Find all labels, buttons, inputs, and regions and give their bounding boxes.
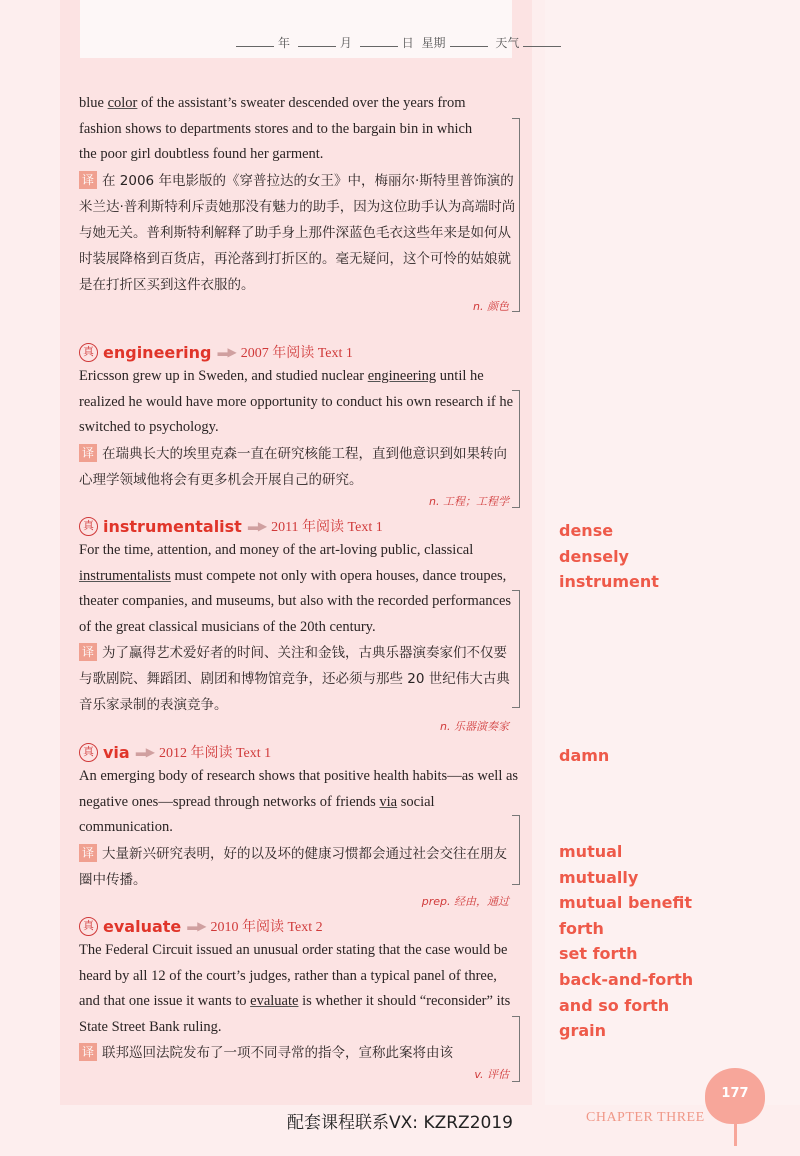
example-sentence: The Federal Circuit issued an unusual order stating that the case would be heard by all 12 of the court’s judges, rather than a typical panel of three, and that one issue it wants to evaluate is whether it should “reconsider” its State Street Bank ruling.	[79, 942, 511, 1035]
blank-line	[360, 37, 398, 47]
bracket-line	[512, 1016, 520, 1082]
example-line: fashion shows to departments stores and to the bargain bin in which	[79, 120, 473, 137]
source-ref: 2010 年阅读 Text 2	[210, 920, 323, 935]
related-word: back-and-forth	[559, 969, 694, 989]
related-words-group-2	[559, 743, 609, 769]
translation-text: 在瑞典长大的埃里克森一直在研究核能工程，直到他意识到如果转向心理学领域他将会有更多机会开展自己的研究。	[79, 445, 507, 488]
part-of-speech: n. 工程；工程学	[429, 494, 509, 508]
part-of-speech: n. 颜色	[473, 299, 509, 313]
arrow-icon: ▬▶	[135, 744, 153, 759]
blank-line	[236, 37, 274, 47]
example-sentence: Ericsson grew up in Sweden, and studied nuclear engineering until he realized he would have more opportunity to conduct his own research if he switched to psychology.	[79, 368, 514, 435]
related-word: set forth	[559, 944, 638, 964]
page-number: 177	[705, 1068, 765, 1124]
bracket-line	[512, 590, 520, 708]
translation-text: 联邦巡回法院发布了一项不同寻常的指令，宣称此案将由该	[102, 1045, 453, 1061]
related-word: and so forth	[559, 995, 670, 1015]
related-words-group-1	[559, 518, 659, 595]
translation-text: 在 2006 年电影版的《穿普拉达的女王》中，梅丽尔·斯特里普饰演的米兰达·普利斯特利斥责她那没有魅力的助手，因为这位助手认为高端时尚与她无关。普利斯特利解释了助手身上那件深蓝色毛衣这些年来是如何从时装展降格到百货店，再沦落到打折区的。毫无疑问，这个可怜的姑娘就是在打折区买到这件衣服的。	[79, 172, 516, 293]
bracket-line	[512, 815, 520, 885]
headword: via	[103, 742, 130, 762]
date-label: 日	[401, 36, 414, 50]
related-word: mutual benefit	[559, 893, 693, 913]
date-fields	[236, 34, 565, 51]
translation-mark: 译	[79, 444, 97, 462]
highlighted-headword: via	[379, 793, 398, 810]
bracket-line	[512, 390, 520, 508]
related-word: dense	[559, 521, 614, 540]
entry-engineering	[79, 340, 519, 509]
part-of-speech: prep. 经由，通过	[421, 894, 509, 908]
entry-header	[79, 514, 519, 538]
example-sentence	[79, 91, 519, 168]
entry-header	[79, 740, 519, 764]
related-word: damn	[559, 746, 610, 765]
translation-text: 大量新兴研究表明，好的以及坏的健康习惯都会通过社会交往在朋友圈中传播。	[79, 845, 507, 888]
arrow-icon: ▬▶	[217, 344, 235, 359]
example-line: blue color of the assistant’s sweater descended over the years from	[79, 95, 466, 111]
related-words-group-3	[559, 839, 693, 1044]
translation-mark: 译	[79, 1043, 97, 1061]
date-label: 天气	[495, 36, 520, 50]
translation	[79, 841, 519, 893]
zhen-badge-icon: 真	[79, 743, 98, 762]
zhen-badge-icon: 真	[79, 343, 98, 362]
highlighted-headword: evaluate	[250, 993, 299, 1009]
example-sentence: An emerging body of research shows that positive health habits—as well as negative ones—spread through networks of friends via social communication.	[79, 768, 519, 835]
related-word: grain	[559, 1021, 607, 1041]
source-ref: 2007 年阅读 Text 1	[240, 346, 353, 361]
entry-header	[79, 914, 519, 938]
source-ref: 2011 年阅读 Text 1	[271, 520, 383, 535]
highlighted-headword: instrumentalists	[79, 567, 171, 584]
highlighted-headword: engineering	[367, 368, 437, 384]
translation	[79, 1040, 519, 1066]
zhen-badge-icon: 真	[79, 917, 98, 936]
contact-note: 配套课程联系VX: KZRZ2019	[287, 1113, 513, 1133]
translation	[79, 168, 519, 298]
translation	[79, 441, 519, 493]
related-word: mutually	[559, 867, 639, 887]
translation-text: 为了赢得艺术爱好者的时间、关注和金钱，古典乐器演奏家们不仅要与歌剧院、舞蹈团、剧团和博物馆竞争，还必须与那些 20 世纪伟大古典音乐家录制的表演竞争。	[79, 645, 510, 713]
translation-mark: 译	[79, 844, 97, 862]
blank-line	[450, 37, 488, 47]
example-sentence: For the time, attention, and money of the art-loving public, classical instrumentalists must compete not only with opera houses, dance troupes, theater companies, and museums, but also with the recorded performances of the great classical musicians of the 20th century.	[79, 542, 512, 635]
date-label: 星期	[421, 36, 446, 50]
highlighted-headword: color	[107, 95, 138, 111]
entry-header	[79, 340, 519, 364]
date-label: 月	[339, 36, 352, 50]
date-label: 年	[278, 36, 291, 50]
entry-evaluate	[79, 914, 519, 1082]
date-bar	[80, 0, 520, 58]
zhen-badge-icon: 真	[79, 517, 98, 536]
headword: instrumentalist	[103, 516, 242, 536]
related-word: forth	[559, 918, 604, 938]
translation-mark: 译	[79, 643, 97, 661]
source-ref: 2012 年阅读 Text 1	[158, 746, 272, 761]
entry-via	[79, 740, 519, 909]
entry-continuation	[79, 91, 519, 314]
entry-instrumentalist	[79, 514, 519, 734]
arrow-icon: ▬▶	[247, 518, 266, 533]
bracket-line	[512, 118, 520, 312]
example-line: the poor girl doubtless found her garment.	[79, 146, 324, 162]
translation	[79, 640, 519, 718]
headword: engineering	[103, 342, 212, 362]
related-word: mutual	[559, 842, 623, 861]
related-word: instrument	[559, 572, 659, 592]
arrow-icon: ▬▶	[187, 918, 205, 933]
translation-mark: 译	[79, 171, 97, 189]
part-of-speech: v. 评估	[474, 1068, 509, 1081]
blank-line	[298, 37, 336, 47]
blank-line	[523, 37, 561, 47]
headword: evaluate	[103, 916, 182, 936]
part-of-speech: n. 乐器演奏家	[440, 720, 509, 733]
related-word: densely	[559, 546, 629, 566]
chapter-label: CHAPTER THREE	[586, 1110, 705, 1125]
